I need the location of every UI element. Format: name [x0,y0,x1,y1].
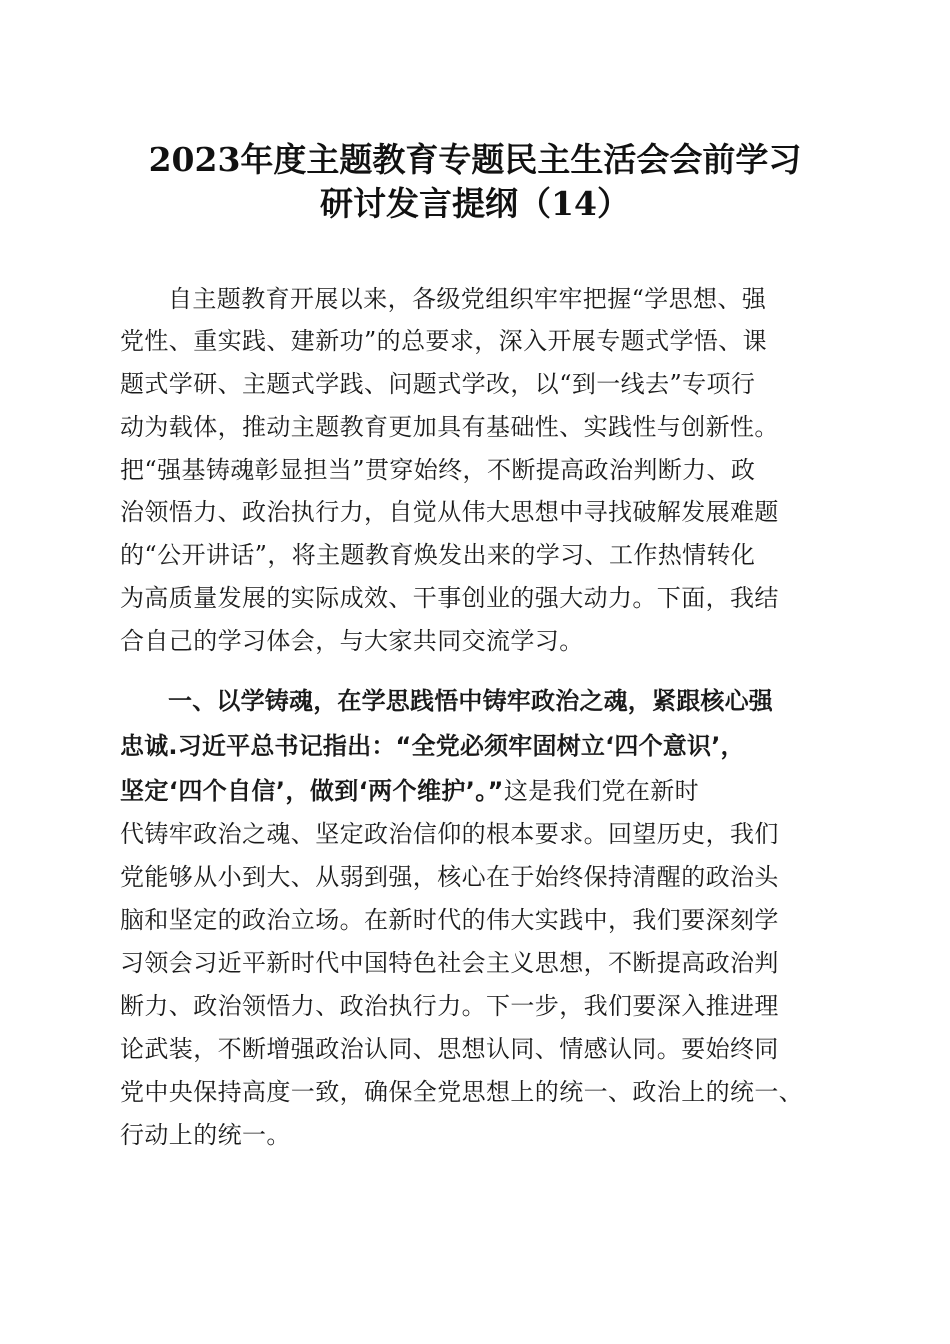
section-1-body-line: 党能够从小到大、从弱到强，核心在于始终保持清醒的政治头 [120,863,779,891]
paragraph-1-line: 的“公开讲话”，将主题教育焕发出来的学习、工作热情转化 [120,541,756,569]
document-title-line-1: 2023年度主题教育专题民主生活会会前学习 [148,140,802,179]
section-1-body-line: 断力、政治领悟力、政治执行力。下一步，我们要深入推进理 [120,992,779,1020]
section-1-heading-line-2: 忠诚.习近平总书记指出：“全党必须牢固树立‘四个意识’， [120,732,745,760]
section-1-body-line: 行动上的统一。 [120,1121,291,1149]
paragraph-1-line: 党性、重实践、建新功”的总要求，深入开展专题式学悟、课 [120,327,768,355]
section-1-body-line: 党中央保持高度一致，确保全党思想上的统一、政治上的统一、 [120,1078,804,1106]
section-1-body-line: 习领会习近平新时代中国特色社会主义思想，不断提高政治判 [120,949,779,977]
section-1-body-line: 代铸牢政治之魂、坚定政治信仰的根本要求。回望历史，我们 [120,820,779,848]
section-1-body-line: 论武装，不断增强政治认同、思想认同、情感认同。要始终同 [120,1035,779,1063]
section-1-heading-line-1: 一、以学铸魂，在学思践悟中铸牢政治之魂，紧跟核心强 [168,687,773,715]
paragraph-1-line: 把“强基铸魂彰显担当”贯穿始终，不断提高政治判断力、政 [120,456,756,484]
section-1-body-line: 脑和坚定的政治立场。在新时代的伟大实践中，我们要深刻学 [120,906,779,934]
paragraph-1-line: 自主题教育开展以来，各级党组织牢牢把握“学思想、强 [168,285,767,313]
paragraph-1-line: 题式学研、主题式学践、问题式学改，以“到一线去”专项行 [120,370,756,398]
paragraph-1-line: 合自己的学习体会，与大家共同交流学习。 [120,627,584,655]
paragraph-1-line: 治领悟力、政治执行力，自觉从伟大思想中寻找破解发展难题 [120,498,779,526]
section-1-line-3 [120,776,699,806]
paragraph-1-line: 动为载体，推动主题教育更加具有基础性、实践性与创新性。 [120,413,779,441]
section-1-line-3-normal: 这是我们党在新时 [503,777,700,805]
paragraph-1-line: 为高质量发展的实际成效、干事创业的强大动力。下面，我结 [120,584,779,612]
section-1-line-3-bold: 坚定‘四个自信’，做到‘两个维护’。” [120,777,504,805]
document-title-line-2: 研讨发言提纲（14） [320,184,630,223]
